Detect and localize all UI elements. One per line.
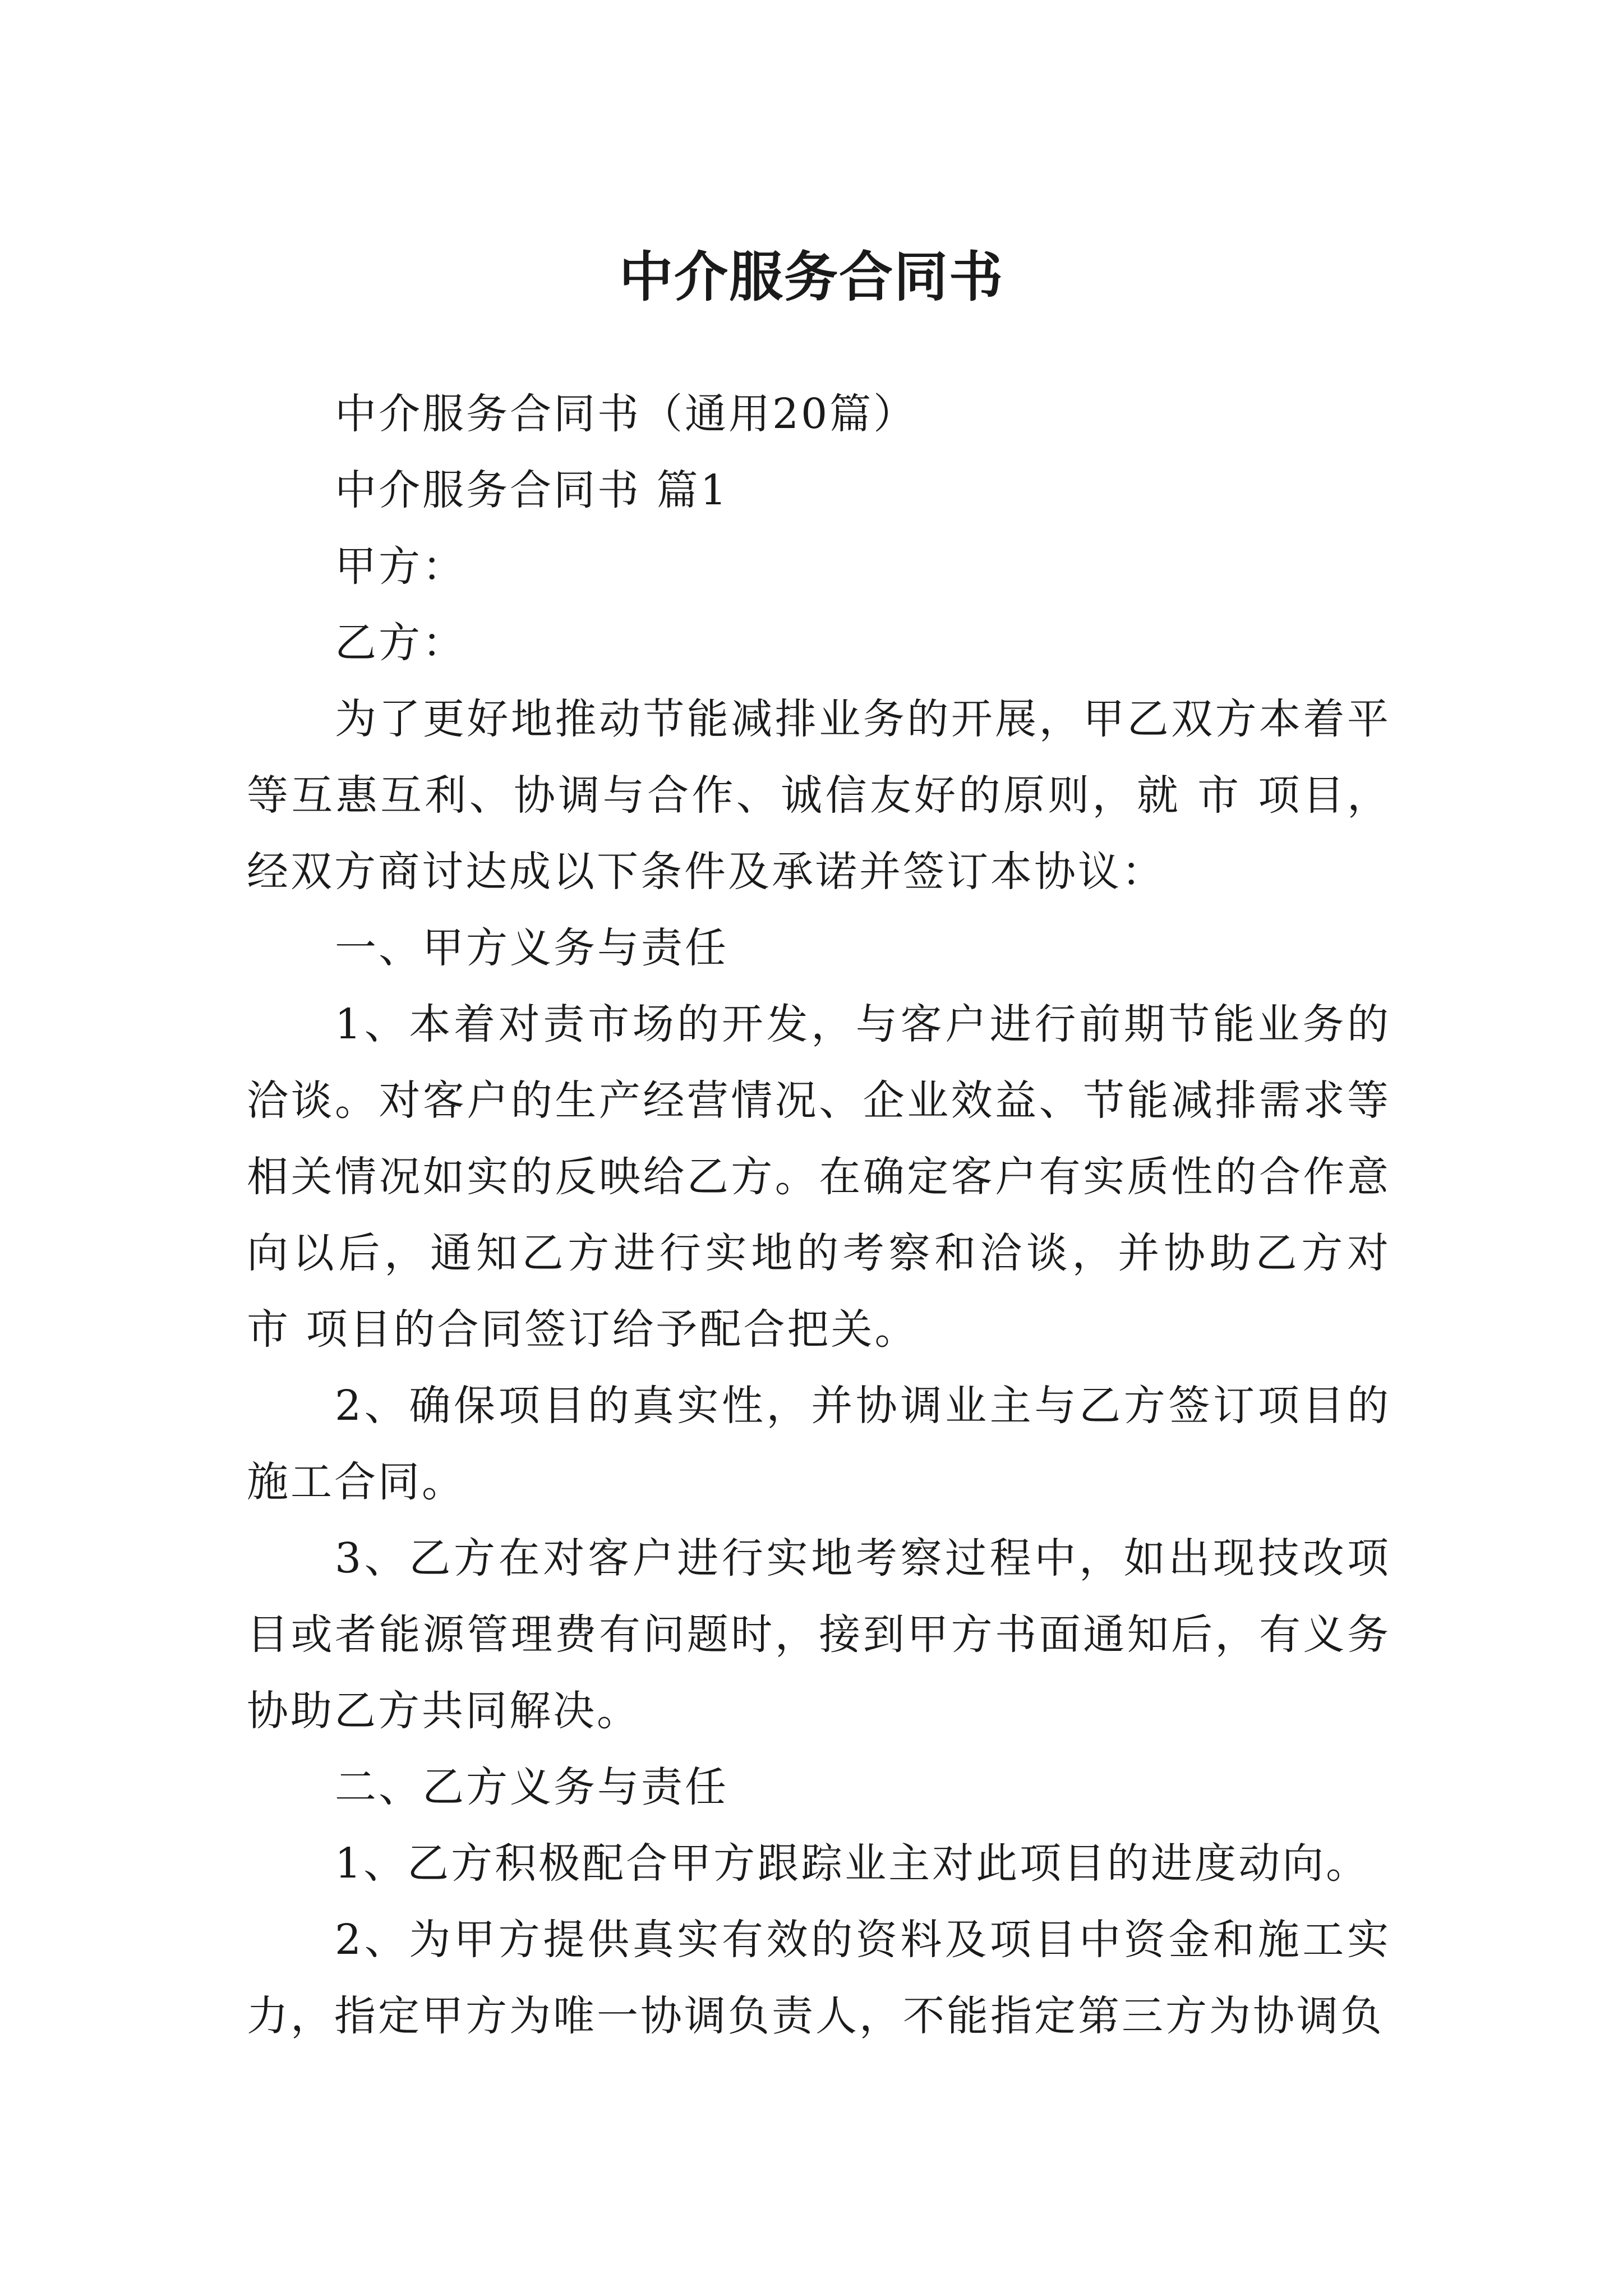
paragraph-section-heading: 中介服务合同书 篇1 [335, 466, 729, 514]
paragraph-heading-party-b-duties: 二、乙方义务与责任 [335, 1763, 728, 1811]
paragraph-party-b-clause-2: 2、为甲方提供真实有效的资料及项目中资金和施工实力，指定甲方为唯一协调负责人，不能指定第三方为协调负 [247, 1916, 1391, 2040]
paragraph-party-b-clause-1: 1、乙方积极配合甲方跟踪业主对此项目的进度动向。 [335, 1839, 1370, 1888]
paragraph-party-a: 甲方： [335, 542, 466, 591]
document-body [247, 376, 1391, 2054]
paragraph-party-b: 乙方： [335, 619, 466, 667]
paragraph-preamble: 为了更好地推动节能减排业务的开展，甲乙双方本着平等互惠互利、协调与合作、诚信友好的原则，就 市 项目，经双方商讨达成以下条件及承诺并签订本协议： [247, 695, 1391, 896]
paragraph-collection-heading: 中介服务合同书（通用20篇） [335, 390, 917, 438]
paragraph-party-a-clause-1: 1、本着对责市场的开发，与客户进行前期节能业务的洽谈。对客户的生产经营情况、企业效益、节能减排需求等相关情况如实的反映给乙方。在确定客户有实质性的合作意向以后，通知乙方进行实地的考察和洽谈，并协助乙方对 市 项目的合同签订给予配合把关。 [247, 1000, 1391, 1354]
document-title: 中介服务合同书 [619, 245, 1004, 309]
paragraph-party-a-clause-2: 2、确保项目的真实性，并协调业主与乙方签订项目的施工合同。 [247, 1382, 1391, 1506]
paragraph-party-a-clause-3: 3、乙方在对客户进行实地考察过程中，如出现技改项目或者能源管理费有问题时，接到甲方书面通知后，有义务协助乙方共同解决。 [247, 1534, 1391, 1735]
paragraph-heading-party-a-duties: 一、甲方义务与责任 [335, 924, 728, 972]
